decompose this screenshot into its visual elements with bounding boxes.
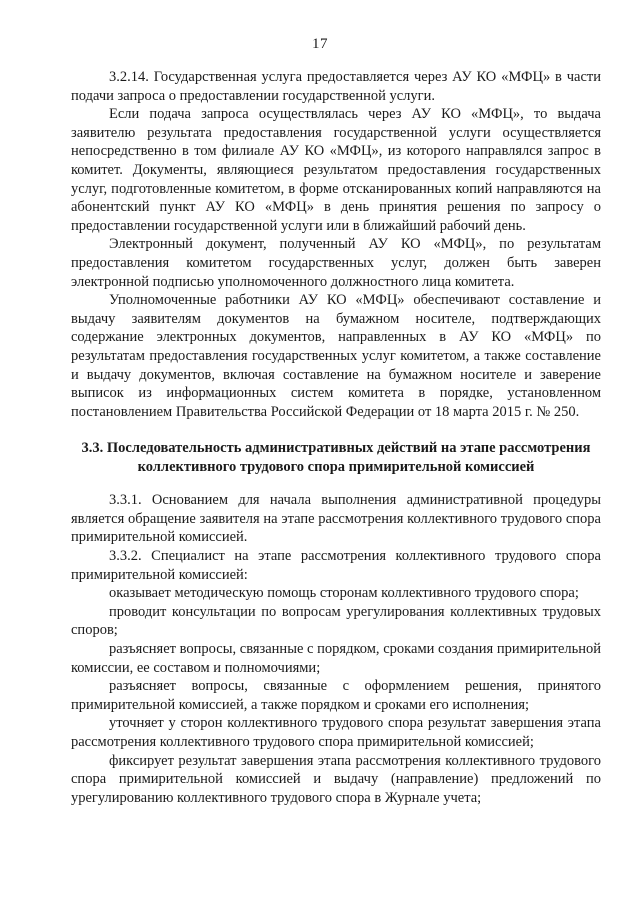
list-item-consultations: проводит консультации по вопросам урегулирования коллективных трудовых споров; bbox=[71, 603, 601, 639]
spacer bbox=[71, 477, 601, 491]
paragraph-3-2-14: 3.2.14. Государственная услуга предоставляется через АУ КО «МФЦ» в части подачи запроса о предоставлении государственной услуги. bbox=[71, 69, 601, 104]
section-heading-3-3: 3.3. Последовательность административных действий на этапе рассмотрения коллективного трудового спора примирительной комиссией bbox=[81, 440, 591, 476]
paragraph-3-3-1: 3.3.1. Основанием для начала выполнения административной процедуры является обращение заявителя на этапе рассмотрения коллективного трудового спора примирительной комиссией. bbox=[71, 492, 601, 546]
list-item-clarifies-result: уточняет у сторон коллективного трудового спора результат завершения этапа рассмотрения коллективного трудового спора примирительной комиссией; bbox=[71, 715, 601, 750]
list-item-methodical-help: оказывает методическую помощь сторонам коллективного трудового спора; bbox=[109, 585, 579, 602]
spacer bbox=[71, 421, 601, 439]
paragraph-mfc-issuance: Если подача запроса осуществлялась через АУ КО «МФЦ», то выдача заявителю результата предоставления государственной услуги осуществляется непосредственно в том филиале АУ КО «МФЦ», из которого направлялся запрос в комитет. Документы, являющиеся результатом предоставления государственных услуг, подготовленные комитетом, в форме отсканированных копий направляются на абонентский пункт АУ КО «МФЦ» в день принятия решения по запросу о предоставлении государственной услуги или в ближайший рабочий день. bbox=[71, 106, 601, 234]
paragraph-electronic-document: Электронный документ, полученный АУ КО «МФЦ», по результатам предоставления комитетом государственных услуг, должен быть заверен электронной подписью уполномоченного должностного лица комитета. bbox=[71, 236, 601, 290]
list-item-records-result: фиксирует результат завершения этапа рассмотрения коллективного трудового спора примирительной комиссией и выдачу (направление) предложений по урегулированию коллективного трудового спора в Журнале учета; bbox=[71, 752, 601, 806]
paragraph-mfc-workers: Уполномоченные работники АУ КО «МФЦ» обеспечивают составление и выдачу заявителям документов на бумажном носителе, подтверждающих содержание электронных документов, направленных в АУ КО «МФЦ» по результатам предоставления государственных услуг комитетом, а также составление и выдачу документов, включая составление на бумажном носителе и заверение выписок из информационных систем комитета в порядке, установленном постановлением Правительства Российской Федерации от 18 марта 2015 г. № 250. bbox=[71, 292, 601, 420]
paragraph-3-3-2: 3.3.2. Специалист на этапе рассмотрения коллективного трудового спора примирительной комиссией: bbox=[71, 548, 601, 583]
page-number: 17 bbox=[312, 36, 328, 52]
list-item-explains-decision: разъясняет вопросы, связанные с оформлением решения, принятого примирительной комиссией, а также порядком и сроками его исполнения; bbox=[71, 678, 601, 713]
list-item-explains-creation: разъясняет вопросы, связанные с порядком, сроками создания примирительной комиссии, ее составом и полномочиями; bbox=[71, 641, 601, 676]
document-body bbox=[71, 68, 601, 807]
